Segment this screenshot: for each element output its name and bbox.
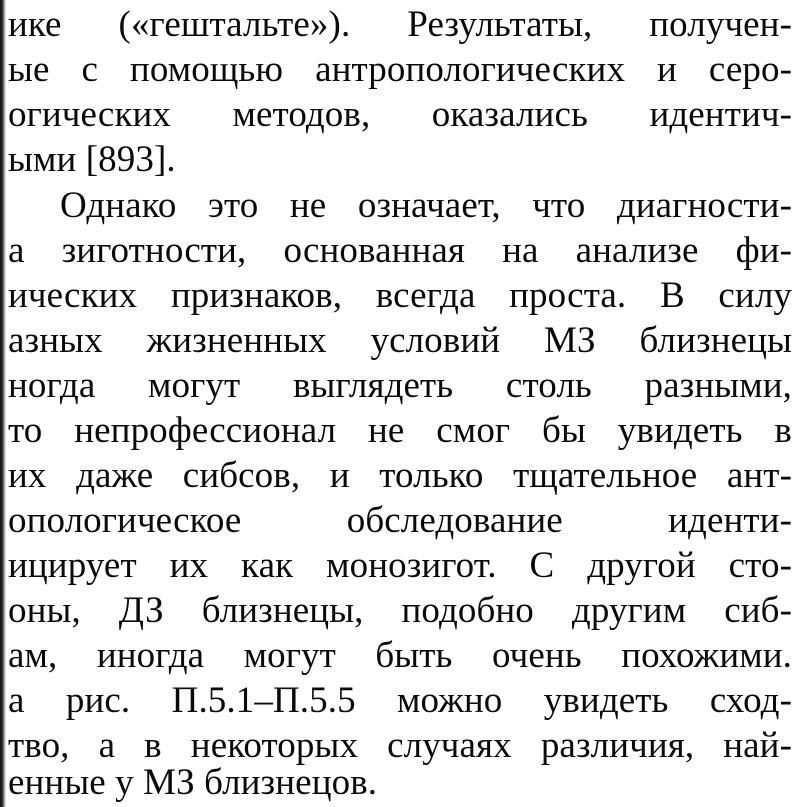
text-line: енные у МЗ близнецов. <box>8 762 378 803</box>
binding-edge <box>0 0 6 807</box>
text-line: их даже сибсов, и только тщательное ант- <box>8 455 792 496</box>
text-line: ам, иногда могут быть очень похожими. <box>8 635 792 676</box>
text-line: ыми [893]. <box>8 139 176 180</box>
text-line: то непрофессионал не смог бы увидеть в <box>8 410 792 451</box>
text-line: ике («гештальте»). Результаты, получен- <box>8 4 792 45</box>
text-line: оны, ДЗ близнецы, подобно другим сиб- <box>8 590 792 631</box>
text-line: ые с помощью антропологических и серо- <box>8 49 792 90</box>
text-line: ицирует их как монозигот. С другой сто- <box>8 545 792 586</box>
text-line: опологическое обследование иденти- <box>8 500 792 541</box>
text-line: а зиготности, основанная на анализе фи- <box>8 230 792 271</box>
text-line: огических методов, оказались идентич- <box>8 94 792 135</box>
text-line: а рис. П.5.1–П.5.5 можно увидеть сход- <box>8 680 792 721</box>
text-line: ногда могут выглядеть столь разными, <box>8 365 792 406</box>
text-line: ических признаков, всегда проста. В силу <box>8 275 792 316</box>
text-line: азных жизненных условий МЗ близнецы <box>8 320 792 361</box>
paragraph-first-line: Однако это не означает, что диагности- <box>60 185 792 226</box>
text-line: тво, а в некоторых случаях различия, най- <box>8 725 792 766</box>
